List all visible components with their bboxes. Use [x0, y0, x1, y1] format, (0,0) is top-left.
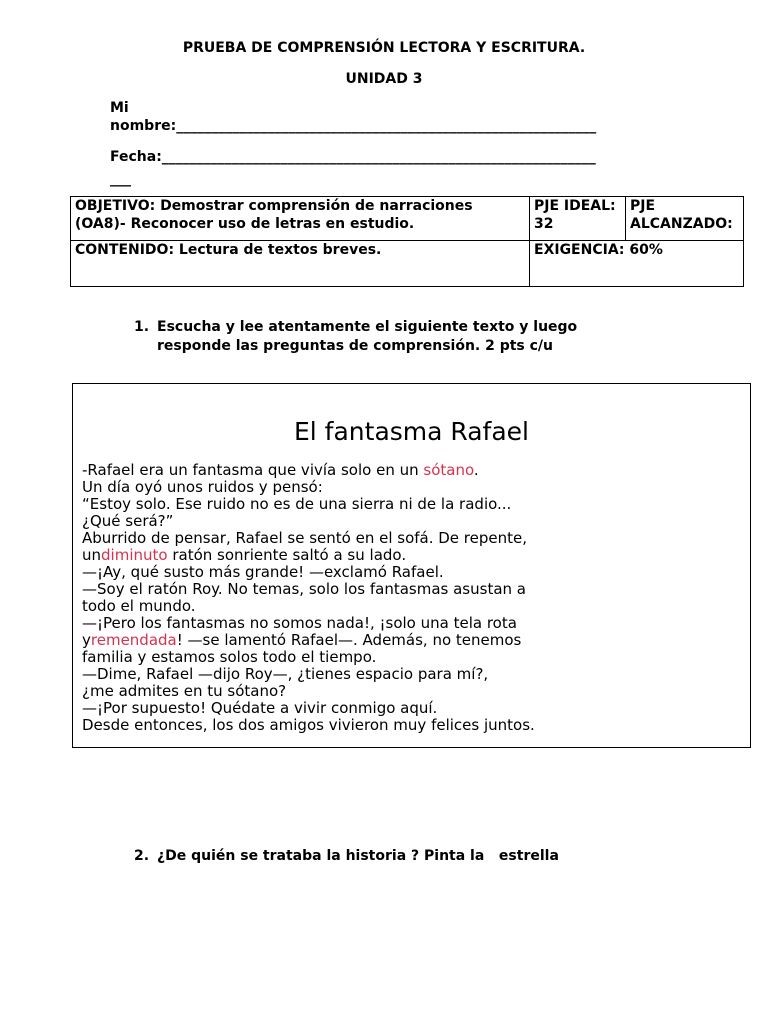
story-line: ¿Qué será?” — [82, 512, 174, 530]
story-text-span: ratón sonriente saltó a su lado. — [167, 546, 407, 564]
ideal-score-value: 32 — [534, 216, 554, 232]
vocab-highlight: sótano — [423, 461, 474, 479]
unit-label: UNIDAD 3 — [345, 71, 423, 87]
story-text-span: y — [82, 631, 91, 649]
evaluation-info-table — [70, 196, 744, 287]
story-line: todo el mundo. — [82, 597, 196, 615]
date-field[interactable]: Fecha:______________________________________________________________ — [110, 149, 596, 165]
date-field-continuation: ___ — [110, 171, 131, 187]
story-title: El fantasma Rafael — [293, 417, 529, 446]
vocab-highlight: diminuto — [101, 546, 168, 564]
vocab-highlight: remendada — [90, 631, 177, 649]
story-text-span: . — [473, 461, 479, 479]
story-line: —Soy el ratón Roy. No temas, solo los fantasmas asustan a — [82, 580, 526, 598]
question-1-line-1: Escucha y lee atentamente el siguiente texto y luego — [157, 319, 578, 335]
question-2-text: ¿De quién se trataba la historia ? Pinta la estrella — [157, 848, 559, 864]
story-line: —¡Por supuesto! Quédate a vivir conmigo aquí. — [82, 699, 438, 717]
question-1-text — [157, 318, 577, 356]
story-text — [82, 462, 742, 734]
story-text-span: ! —se lamentó Rafael—. Además, no tenemos — [176, 631, 522, 649]
story-line: Desde entonces, los dos amigos vivieron muy felices juntos. — [82, 716, 535, 734]
story-line: Un día oyó unos ruidos y pensó: — [82, 478, 323, 496]
story-text-span: un — [82, 546, 102, 564]
question-1-line-2: responde las preguntas de comprensión. 2 pts c/u — [157, 338, 554, 354]
story-box — [72, 383, 751, 748]
page-title: PRUEBA DE COMPRENSIÓN LECTORA Y ESCRITURA. — [182, 40, 586, 56]
name-field[interactable]: nombre:____________________________________________________________ — [110, 118, 597, 134]
story-line: “Estoy solo. Ese ruido no es de una sierra ni de la radio... — [82, 495, 512, 513]
story-line — [82, 632, 742, 649]
question-1-number: 1. — [134, 319, 150, 335]
story-line: familia y estamos solos todo el tiempo. — [82, 648, 377, 666]
story-line: —¡Pero los fantasmas no somos nada!, ¡solo una tela rota — [82, 614, 517, 632]
achieved-score-label-2: ALCANZADO: — [630, 216, 733, 232]
objective-line-1: OBJETIVO: Demostrar comprensión de narraciones — [75, 198, 473, 214]
achieved-score-cell[interactable] — [626, 197, 744, 241]
achieved-score-label-1: PJE — [630, 198, 656, 214]
ideal-score-cell — [530, 197, 626, 241]
objective-line-2: (OA8)- Reconocer uso de letras en estudio. — [75, 216, 415, 232]
name-label: Mi — [110, 100, 129, 116]
story-line: —¡Ay, qué susto más grande! —exclamó Rafael. — [82, 563, 444, 581]
story-line: ¿me admites en tu sótano? — [82, 682, 287, 700]
story-line: —Dime, Rafael —dijo Roy—, ¿tienes espacio para mí?, — [82, 665, 489, 683]
content-cell — [71, 241, 530, 287]
objective-cell — [71, 197, 530, 241]
story-line — [82, 462, 742, 479]
requirement-cell — [530, 241, 744, 287]
story-line — [82, 547, 742, 564]
ideal-score-label: PJE IDEAL: — [534, 198, 616, 214]
question-2-number: 2. — [134, 848, 150, 864]
content-text: CONTENIDO: Lectura de textos breves. — [75, 242, 382, 258]
story-text-span: -Rafael era un fantasma que vivía solo en un — [82, 461, 424, 479]
story-line: Aburrido de pensar, Rafael se sentó en el sofá. De repente, — [82, 529, 528, 547]
requirement-text: EXIGENCIA: 60% — [534, 242, 663, 258]
